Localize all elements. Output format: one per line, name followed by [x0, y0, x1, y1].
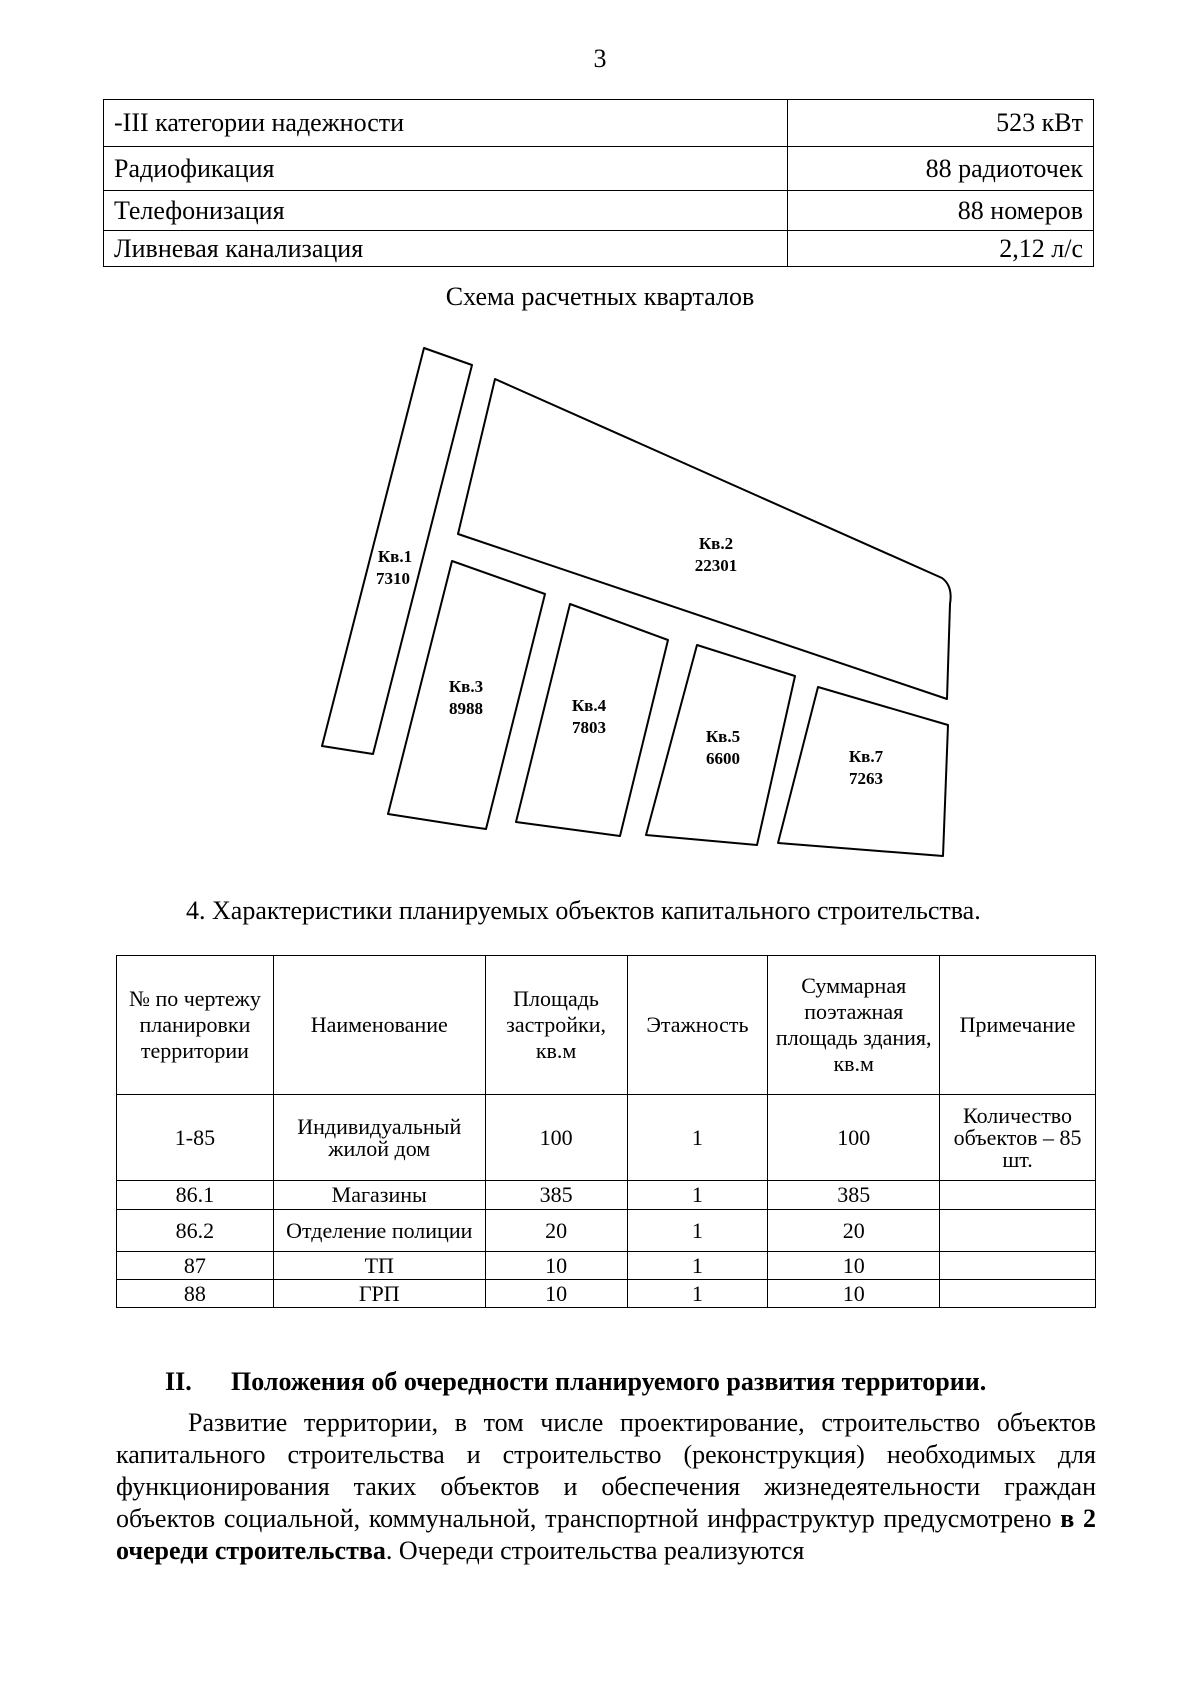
utility-label: Ливневая канализация	[104, 231, 788, 267]
section-2-title: Положения об очередности планируемого развития территории.	[231, 1367, 987, 1396]
cell-total-area: 385	[768, 1181, 940, 1210]
utility-value: 2,12 л/с	[788, 231, 1094, 267]
utility-label: Телефонизация	[104, 191, 788, 231]
table-row	[104, 191, 1094, 231]
cell-name: Отделение полиции	[273, 1210, 485, 1252]
schema-title: Схема расчетных кварталов	[445, 282, 755, 311]
cell-number: 86.1	[117, 1181, 274, 1210]
cell-total-area: 100	[768, 1095, 940, 1181]
cell-note: Количество объектов – 85 шт.	[940, 1095, 1096, 1181]
paragraph-text-end: . Очереди строительства реализуются	[385, 1536, 805, 1565]
utility-label: -III категории надежности	[104, 100, 788, 147]
paragraph-text-bold: в 2 очереди строительства	[116, 1504, 1096, 1565]
table-row	[117, 1181, 1096, 1210]
cell-floors: 1	[627, 1181, 768, 1210]
table-row	[104, 231, 1094, 267]
cell-floors: 1	[627, 1210, 768, 1252]
objects-table	[116, 955, 1096, 1308]
section-2-paragraph	[116, 1407, 1096, 1567]
block-5-name: Кв.5	[705, 727, 741, 746]
paragraph-text-start: Развитие территории, в том числе проектирование, строительство объектов капитального строительства и строительство (реконструкция) необходимых для функционирования таких объектов и обеспечения жизнедеятельности граждан объектов социальной, коммунальной, транспортной инфраструктур предусмотрено	[116, 1408, 1096, 1533]
cell-number: 88	[117, 1280, 274, 1308]
block-2-name: Кв.2	[698, 534, 734, 553]
cell-total-area: 10	[768, 1280, 940, 1308]
table-header-row	[117, 956, 1096, 1095]
cell-note	[940, 1280, 1096, 1308]
utility-value: 88 номеров	[788, 191, 1094, 231]
cell-area: 10	[485, 1252, 627, 1280]
table-row	[104, 147, 1094, 191]
cell-number: 86.2	[117, 1210, 274, 1252]
cell-area: 100	[485, 1095, 627, 1181]
cell-number: 1-85	[117, 1095, 274, 1181]
table-row	[117, 1280, 1096, 1308]
block-7-name: Кв.7	[848, 747, 884, 766]
section-2-heading	[165, 1367, 986, 1397]
utility-value: 523 кВт	[788, 100, 1094, 147]
cell-floors: 1	[627, 1280, 768, 1308]
block-3-area: 8988	[449, 699, 483, 718]
block-2-area: 22301	[694, 556, 738, 575]
column-header: Наименование	[273, 956, 485, 1095]
section-2-number: II.	[165, 1367, 192, 1396]
cell-note	[940, 1210, 1096, 1252]
column-header: Этажность	[627, 956, 768, 1095]
cell-area: 385	[485, 1181, 627, 1210]
table-row	[117, 1252, 1096, 1280]
column-header: № по чертежу планировки территории	[117, 956, 274, 1095]
utility-label: Радиофикация	[104, 147, 788, 191]
block-1-name: Кв.1	[377, 547, 413, 566]
cell-name: Индивидуальный жилой дом	[273, 1095, 485, 1181]
block-4-area: 7803	[572, 718, 606, 737]
block-3-name: Кв.3	[448, 677, 484, 696]
block-4-name: Кв.4	[571, 696, 607, 715]
cell-name: ГРП	[273, 1280, 485, 1308]
section-4-caption: 4. Характеристики планируемых объектов капитального строительства.	[186, 896, 981, 925]
block-5-area: 6600	[706, 749, 740, 768]
column-header: Площадь застройки, кв.м	[485, 956, 627, 1095]
block-1-area: 7310	[376, 569, 410, 588]
cell-floors: 1	[627, 1095, 768, 1181]
column-header: Примечание	[940, 956, 1096, 1095]
utilities-table	[103, 99, 1094, 267]
cell-number: 87	[117, 1252, 274, 1280]
table-row	[117, 1210, 1096, 1252]
cell-note	[940, 1252, 1096, 1280]
utility-value: 88 радиоточек	[788, 147, 1094, 191]
cell-name: Магазины	[273, 1181, 485, 1210]
cell-floors: 1	[627, 1252, 768, 1280]
cell-area: 10	[485, 1280, 627, 1308]
table-row	[117, 1095, 1096, 1181]
page-number: 3	[593, 44, 607, 73]
table-row	[104, 100, 1094, 147]
cell-total-area: 20	[768, 1210, 940, 1252]
cell-note	[940, 1181, 1096, 1210]
column-header: Суммарная поэтажная площадь здания, кв.м	[768, 956, 940, 1095]
block-7-area: 7263	[849, 769, 883, 788]
blocks-schema	[0, 330, 1200, 860]
cell-total-area: 10	[768, 1252, 940, 1280]
cell-name: ТП	[273, 1252, 485, 1280]
cell-area: 20	[485, 1210, 627, 1252]
